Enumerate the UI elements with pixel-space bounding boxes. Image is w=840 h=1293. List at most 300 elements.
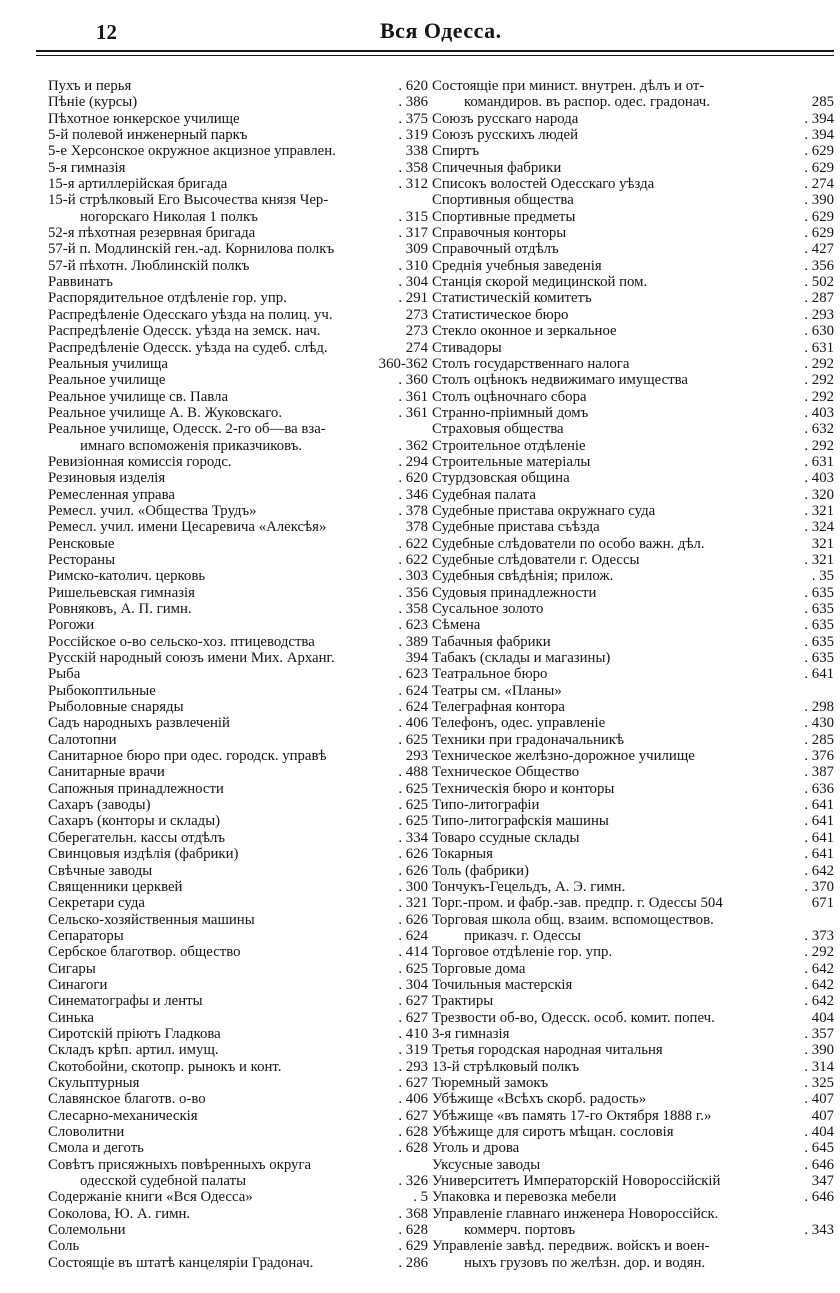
entry-name-text: Скотобойни, скотопр. рынокъ и конт. <box>48 1059 285 1075</box>
entry-name <box>432 176 834 192</box>
entry-name <box>432 634 834 650</box>
index-entry <box>48 340 428 356</box>
index-entry <box>432 748 834 764</box>
index-entry <box>432 503 834 519</box>
entry-page-number: . 321 <box>800 552 834 568</box>
index-entry <box>432 274 834 290</box>
index-entry <box>48 1026 428 1042</box>
entry-name <box>48 1255 428 1271</box>
entry-page-number: . 628 <box>394 1140 428 1156</box>
entry-page-number: 404 <box>808 1010 834 1026</box>
entry-name-text: Содержаніе книги «Вся Одесса» <box>48 1189 257 1205</box>
entry-name-text: Стурдзовская община <box>432 470 574 486</box>
entry-name-text: Соколова, Ю. А. гимн. <box>48 1206 194 1222</box>
entry-name <box>48 961 428 977</box>
index-entry <box>48 1010 428 1026</box>
index-entry <box>432 634 834 650</box>
index-entry <box>432 993 834 1009</box>
entry-name <box>48 290 428 306</box>
entry-name-text: Убѣжище для сиротъ мѣщан. сословія <box>432 1124 678 1140</box>
entry-name <box>48 585 428 601</box>
entry-page-number: . 625 <box>394 797 428 813</box>
index-entry <box>432 1091 834 1107</box>
entry-name-text: Пѣхотное юнкерское училище <box>48 111 244 127</box>
entry-name <box>432 863 834 879</box>
entry-name-text: Стивадоры <box>432 340 506 356</box>
entry-name <box>432 519 834 535</box>
entry-name <box>432 617 834 633</box>
entry-name-text: Римско-католич. церковь <box>48 568 209 584</box>
entry-page-number: . 319 <box>394 127 428 143</box>
entry-name-text: Ровняковъ, А. П. гимн. <box>48 601 196 617</box>
entry-name <box>48 454 428 470</box>
entry-name-text: 52-я пѣхотная резервная бригада <box>48 225 259 241</box>
index-entry <box>432 127 834 143</box>
entry-page-number: . 303 <box>394 568 428 584</box>
entry-name-text: Санитарные врачи <box>48 764 169 780</box>
header-rule-thin <box>36 55 834 56</box>
entry-page-number: . 642 <box>800 961 834 977</box>
entry-name <box>432 944 834 960</box>
entry-page-number: . 641 <box>800 666 834 682</box>
entry-page-number: . 291 <box>394 290 428 306</box>
index-entry <box>48 1189 428 1205</box>
entry-page-number: . 623 <box>394 666 428 682</box>
entry-page-number: . 628 <box>394 1124 428 1140</box>
entry-name-text: Торговые дома <box>432 961 530 977</box>
entry-page-number: 338 <box>402 143 428 159</box>
entry-name-text: Токарныя <box>432 846 497 862</box>
entry-name-text: Торговая школа общ. взаим. вспомоществов. <box>432 912 718 928</box>
entry-name-text: Распредѣленіе Одесскаго уѣзда на полиц. уч. <box>48 307 337 323</box>
index-entry <box>432 519 834 535</box>
entry-name-text: Словолитни <box>48 1124 128 1140</box>
index-entry <box>48 536 428 552</box>
entry-name-text: Судебные слѣдователи г. Одессы <box>432 552 643 568</box>
index-entry <box>432 781 834 797</box>
entry-name <box>432 846 834 862</box>
entry-name-text: Россійское о-во сельско-хоз. птицеводства <box>48 634 319 650</box>
entry-page-number: . 293 <box>800 307 834 323</box>
index-column-left <box>44 78 428 1271</box>
entry-page-number: 293 <box>402 748 428 764</box>
index-entry <box>432 1026 834 1042</box>
entry-name <box>432 421 834 437</box>
entry-name-text: Ремесленная управа <box>48 487 179 503</box>
index-entry <box>48 258 428 274</box>
entry-name <box>48 487 428 503</box>
entry-page-number: . 403 <box>800 405 834 421</box>
entry-continuation-text: одесской судебной палаты <box>80 1173 250 1189</box>
entry-continuation-text: коммерч. портовъ <box>464 1222 579 1238</box>
entry-page-number: . 624 <box>394 699 428 715</box>
entry-name-text: Табакъ (склады и магазины) <box>432 650 614 666</box>
entry-name-text: Станція скорой медицинской пом. <box>432 274 651 290</box>
entry-name <box>432 993 834 1009</box>
entry-name-text: Толь (фабрики) <box>432 863 533 879</box>
entry-page-number: . 502 <box>800 274 834 290</box>
entry-name-text: Сербское благотвор. общество <box>48 944 245 960</box>
index-entry <box>432 813 834 829</box>
entry-continuation <box>432 94 834 110</box>
index-entry <box>432 732 834 748</box>
entry-name <box>48 601 428 617</box>
entry-page-number: . 390 <box>800 192 834 208</box>
entry-name-text: Уголь и дрова <box>432 1140 523 1156</box>
entry-name <box>48 568 428 584</box>
entry-name <box>48 552 428 568</box>
entry-name-text: Строительные матеріалы <box>432 454 594 470</box>
index-entry <box>48 519 428 535</box>
index-entry <box>432 879 834 895</box>
entry-name-text: Судебные пристава окружнаго суда <box>432 503 659 519</box>
entry-name-text: Салотопни <box>48 732 121 748</box>
entry-name <box>48 928 428 944</box>
entry-page-number: . 488 <box>394 764 428 780</box>
entry-page-number: . 627 <box>394 1010 428 1026</box>
entry-page-number: . 641 <box>800 846 834 862</box>
index-entry <box>48 879 428 895</box>
entry-name <box>432 961 834 977</box>
index-entry <box>48 699 428 715</box>
index-entry <box>432 143 834 159</box>
entry-name <box>48 241 428 257</box>
index-entry <box>48 748 428 764</box>
entry-name <box>432 748 834 764</box>
entry-name <box>432 258 834 274</box>
entry-page-number: . 635 <box>800 650 834 666</box>
index-entry <box>48 1157 428 1190</box>
entry-name <box>432 1124 834 1140</box>
entry-name-text: Секретари суда <box>48 895 149 911</box>
entry-name-text: Справочный отдѣлъ <box>432 241 563 257</box>
entry-name <box>48 748 428 764</box>
entry-name <box>48 699 428 715</box>
running-title: Вся Одесса. <box>380 18 502 43</box>
entry-page-number: . 627 <box>394 1075 428 1091</box>
entry-name-text: Точильныя мастерскія <box>432 977 576 993</box>
entry-page-number: . 292 <box>800 372 834 388</box>
entry-page-number: . 334 <box>394 830 428 846</box>
entry-name <box>48 634 428 650</box>
entry-name <box>48 1157 428 1173</box>
entry-name-text: Списокъ волостей Одесскаго уѣзда <box>432 176 658 192</box>
index-entry <box>432 340 834 356</box>
entry-name-text: Садъ народныхъ развлеченій <box>48 715 234 731</box>
index-entry <box>48 143 428 159</box>
entry-page-number: . 294 <box>394 454 428 470</box>
index-entry <box>432 307 834 323</box>
entry-name <box>432 552 834 568</box>
entry-page-number: . 320 <box>800 487 834 503</box>
entry-continuation <box>432 1255 834 1271</box>
entry-name <box>48 160 428 176</box>
entry-page-number: . 5 <box>409 1189 428 1205</box>
entry-name <box>48 536 428 552</box>
entry-page-number: 273 <box>402 307 428 323</box>
index-entry <box>432 78 834 111</box>
entry-name-text: 13-й стрѣлковый полкъ <box>432 1059 583 1075</box>
entry-name <box>432 340 834 356</box>
entry-name <box>48 797 428 813</box>
index-entry <box>432 650 834 666</box>
entry-page-number: . 403 <box>800 470 834 486</box>
entry-page-number: 671 <box>808 895 834 911</box>
index-column-right <box>432 78 834 1271</box>
index-entry <box>48 683 428 699</box>
entry-name-text: Раввинатъ <box>48 274 117 290</box>
index-entry <box>432 323 834 339</box>
entry-page-number: . 390 <box>800 1042 834 1058</box>
index-entry <box>48 732 428 748</box>
entry-name-text: Управленіе завѣд. передвиж. войскъ и воен- <box>432 1238 714 1254</box>
entry-page-number: . 326 <box>394 1173 428 1189</box>
entry-page-number: . 629 <box>800 143 834 159</box>
entry-page-number: . 300 <box>394 879 428 895</box>
index-entry <box>48 617 428 633</box>
entry-name-text: Союзъ русскаго народа <box>432 111 582 127</box>
entry-page-number: . 642 <box>800 977 834 993</box>
entry-page-number: . 360 <box>394 372 428 388</box>
entry-page-number: . 622 <box>394 552 428 568</box>
entry-page-number: . 406 <box>394 715 428 731</box>
entry-name-text: Синематографы и ленты <box>48 993 207 1009</box>
entry-page-number: . 624 <box>394 683 428 699</box>
entry-name <box>432 1010 834 1026</box>
index-entry <box>48 863 428 879</box>
entry-page-number: . 35 <box>808 568 834 584</box>
entry-page-number: . 626 <box>394 863 428 879</box>
entry-page-number: 378 <box>402 519 428 535</box>
entry-name <box>48 732 428 748</box>
entry-name-text: Сберегательн. кассы отдѣлъ <box>48 830 229 846</box>
index-entry <box>48 1108 428 1124</box>
entry-page-number: . 625 <box>394 961 428 977</box>
entry-name-text: Управленіе главнаго инженера Новороссійск. <box>432 1206 722 1222</box>
entry-continuation <box>48 438 428 454</box>
entry-name <box>432 879 834 895</box>
entry-name-text: Сусальное золото <box>432 601 547 617</box>
entry-name <box>432 323 834 339</box>
entry-name-text: Странно-пріимный домъ <box>432 405 592 421</box>
entry-name-text: Реальное училище <box>48 372 169 388</box>
entry-name-text: Рестораны <box>48 552 119 568</box>
entry-name-text: Табачныя фабрики <box>432 634 555 650</box>
entry-name-text: Синька <box>48 1010 98 1026</box>
entry-name <box>48 372 428 388</box>
entry-page-number: . 304 <box>394 977 428 993</box>
index-entry <box>48 568 428 584</box>
entry-name <box>48 1059 428 1075</box>
index-entry <box>48 454 428 470</box>
entry-name <box>432 1091 834 1107</box>
index-entry <box>48 1140 428 1156</box>
index-entry <box>48 111 428 127</box>
entry-name-text: 5-е Херсонское окружное акцизное управлен. <box>48 143 340 159</box>
entry-name <box>48 470 428 486</box>
entry-name-text: Рыба <box>48 666 84 682</box>
index-entry <box>432 1124 834 1140</box>
entry-page-number: . 636 <box>800 781 834 797</box>
entry-name-text: Скульптурныя <box>48 1075 143 1091</box>
entry-page-number: . 356 <box>394 585 428 601</box>
entry-page-number: . 370 <box>800 879 834 895</box>
entry-page-number: . 629 <box>394 1238 428 1254</box>
entry-name <box>432 143 834 159</box>
entry-name-text: Сепараторы <box>48 928 128 944</box>
entry-page-number: . 358 <box>394 160 428 176</box>
entry-name-text: 5-я гимназія <box>48 160 129 176</box>
entry-page-number: . 641 <box>800 830 834 846</box>
entry-name-text: Столъ оцѣночнаго сбора <box>432 389 591 405</box>
index-entry <box>48 585 428 601</box>
entry-name <box>48 519 428 535</box>
entry-page-number: . 631 <box>800 454 834 470</box>
index-entry <box>432 258 834 274</box>
entry-name-text: Славянское благотв. о-во <box>48 1091 210 1107</box>
entry-name-text: Совѣтъ присяжныхъ повѣренныхъ округа <box>48 1157 315 1173</box>
index-entry <box>48 715 428 731</box>
index-entry <box>48 225 428 241</box>
entry-name <box>432 487 834 503</box>
entry-name-text: 15-я артиллерійская бригада <box>48 176 231 192</box>
entry-page-number: . 629 <box>800 225 834 241</box>
entry-name <box>48 192 428 208</box>
entry-page-number: . 319 <box>394 1042 428 1058</box>
index-entry <box>432 421 834 437</box>
index-entry <box>432 1042 834 1058</box>
index-entry <box>48 666 428 682</box>
entry-page-number: . 292 <box>800 944 834 960</box>
entry-page-number: . 321 <box>394 895 428 911</box>
index-entry <box>48 830 428 846</box>
entry-name-text: Сѣмена <box>432 617 484 633</box>
entry-page-number: . 406 <box>394 1091 428 1107</box>
index-entry <box>432 225 834 241</box>
entry-page-number: . 626 <box>394 912 428 928</box>
entry-name-text: Судебные пристава съѣзда <box>432 519 604 535</box>
entry-page-number: . 625 <box>394 813 428 829</box>
entry-page-number: . 387 <box>800 764 834 780</box>
entry-name <box>432 813 834 829</box>
entry-page-number: . 274 <box>800 176 834 192</box>
index-entry <box>432 617 834 633</box>
entry-page-number: . 620 <box>394 78 428 94</box>
entry-page-number: . 635 <box>800 634 834 650</box>
entry-name <box>432 470 834 486</box>
entry-name-text: Типо-литографіи <box>432 797 543 813</box>
entry-page-number: . 627 <box>394 993 428 1009</box>
index-entry <box>48 503 428 519</box>
entry-page-number: . 394 <box>800 127 834 143</box>
index-entry <box>48 1206 428 1222</box>
entry-page-number: . 629 <box>800 209 834 225</box>
entry-name <box>48 813 428 829</box>
entry-name <box>48 993 428 1009</box>
entry-name <box>48 1075 428 1091</box>
entry-name-text: Типо-литографскія машины <box>432 813 613 829</box>
entry-name <box>432 405 834 421</box>
entry-page-number: . 315 <box>394 209 428 225</box>
entry-name-text: Спортивные предметы <box>432 209 579 225</box>
entry-name-text: 57-й п. Модлинскій ген.-ад. Корнилова полкъ <box>48 241 338 257</box>
entry-name-text: 15-й стрѣлковый Его Высочества князя Чер- <box>48 192 332 208</box>
entry-page-number: . 631 <box>800 340 834 356</box>
entry-name <box>48 503 428 519</box>
index-entry <box>432 1238 834 1271</box>
index-entry <box>432 977 834 993</box>
index-entry <box>432 454 834 470</box>
entry-page-number: 407 <box>808 1108 834 1124</box>
entry-name <box>432 536 834 552</box>
entry-page-number: . 641 <box>800 813 834 829</box>
entry-page-number: . 629 <box>800 160 834 176</box>
entry-page-number: . 292 <box>800 389 834 405</box>
index-entry <box>48 127 428 143</box>
entry-continuation <box>432 1222 834 1238</box>
entry-name <box>48 1026 428 1042</box>
index-entry <box>432 209 834 225</box>
entry-name-text: Тончукъ-Гецельдъ, А. Э. гимн. <box>432 879 629 895</box>
entry-page-number: . 312 <box>394 176 428 192</box>
index-entry <box>432 1075 834 1091</box>
index-entry <box>432 715 834 731</box>
entry-name <box>432 1042 834 1058</box>
index-entry <box>432 1140 834 1156</box>
entry-name <box>48 715 428 731</box>
index-entry <box>48 1091 428 1107</box>
entry-page-number: . 625 <box>394 781 428 797</box>
entry-page-number: . 324 <box>800 519 834 535</box>
entry-page-number: . 623 <box>394 617 428 633</box>
entry-name-text: Стекло оконное и зеркальное <box>432 323 621 339</box>
entry-name-text: Техники при градоначальникѣ <box>432 732 628 748</box>
entry-continuation-text: ногорскаго Николая 1 полкъ <box>80 209 262 225</box>
entry-name <box>48 258 428 274</box>
entry-page-number: . 645 <box>800 1140 834 1156</box>
entry-name <box>432 732 834 748</box>
entry-name-text: Торг.-пром. и фабр.-зав. предпр. г. Одессы 504 <box>432 895 727 911</box>
entry-name <box>48 1140 428 1156</box>
index-entry <box>48 846 428 862</box>
entry-page-number: . 624 <box>394 928 428 944</box>
entry-name <box>432 1075 834 1091</box>
entry-page-number: . 628 <box>394 1222 428 1238</box>
entry-page-number: . 375 <box>394 111 428 127</box>
entry-name-text: Синагоги <box>48 977 111 993</box>
entry-name <box>48 94 428 110</box>
entry-name-text: 5-й полевой инженерный паркъ <box>48 127 251 143</box>
entry-name-text: Техническое желѣзно-дорожное училище <box>432 748 699 764</box>
index-entry <box>432 912 834 945</box>
entry-name-text: Третья городская народная читальня <box>432 1042 667 1058</box>
entry-name-text: Санитарное бюро при одес. городск. управѣ <box>48 748 331 764</box>
entry-page-number: . 627 <box>394 1108 428 1124</box>
entry-name-text: Сапожныя принадлежности <box>48 781 228 797</box>
entry-page-number: . 646 <box>800 1157 834 1173</box>
index-entry <box>48 1238 428 1254</box>
entry-page-number: . 292 <box>800 438 834 454</box>
entry-name-text: Свѣчные заводы <box>48 863 156 879</box>
entry-name <box>48 405 428 421</box>
entry-page-number: . 394 <box>800 111 834 127</box>
index-entry <box>48 356 428 372</box>
entry-page-number: 274 <box>402 340 428 356</box>
entry-name <box>48 764 428 780</box>
entry-name-text: Строительное отдѣленіе <box>432 438 590 454</box>
entry-page-number: . 630 <box>800 323 834 339</box>
entry-name-text: Рогожи <box>48 617 98 633</box>
